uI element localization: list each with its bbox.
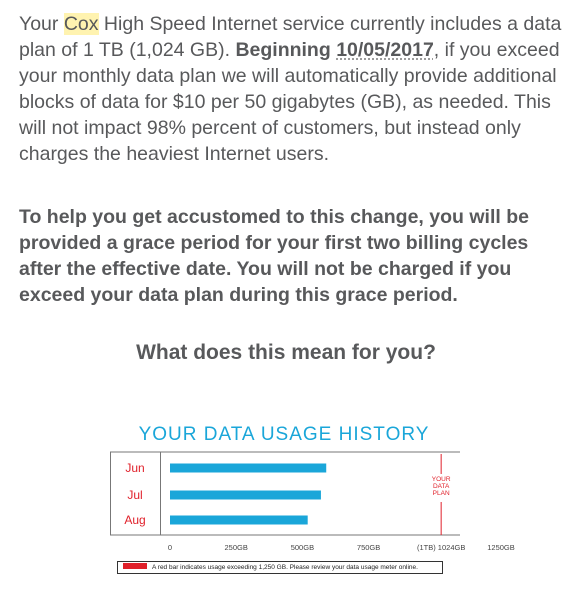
- x-tick-label: 500GB: [290, 543, 315, 552]
- usage-bar: [170, 516, 308, 525]
- intro-text: Your: [19, 13, 64, 35]
- red-bar-swatch: [123, 563, 147, 569]
- x-tick-label: 250GB: [224, 543, 248, 552]
- brand-name: Cox: [63, 13, 99, 35]
- data-usage-chart: [110, 452, 515, 560]
- x-tick-label: 0: [167, 543, 173, 552]
- intro-text-plan: High Speed Internet service currently includes a data plan of 1 TB (1,024 GB).: [19, 13, 562, 61]
- beginning-label: Beginning 10/05/2017: [235, 39, 434, 61]
- category-label: Jun: [125, 461, 145, 475]
- intro-text-details: , if you exceed your monthly data plan we will automatically provide additional blocks of data for $10 per 50 gigabytes (GB), as needed. This will not impact 98% percent of customers, but instead only charges the heaviest Internet users.: [19, 39, 560, 165]
- section-heading: What does this mean for you?: [136, 341, 436, 364]
- plan-line-label: DATA: [432, 483, 450, 490]
- usage-bar: [170, 491, 321, 500]
- chart-legend: [117, 561, 443, 574]
- grace-period-notice: To help you get accustomed to this change, you will be provided a grace period for your first two billing cycles after the effective date. You will not be charged if you exceed your data plan during this grace period.: [19, 206, 529, 306]
- plan-line-label: PLAN: [432, 490, 450, 497]
- chart-title: YOUR DATA USAGE HISTORY: [138, 424, 430, 445]
- category-label: Aug: [124, 513, 146, 527]
- category-label: Jul: [127, 488, 143, 502]
- legend-text: A red bar indicates usage exceeding 1,250 GB. Please review your data usage meter online.: [152, 564, 418, 571]
- plan-line-label: YOUR: [431, 476, 451, 483]
- x-tick-label: 750GB: [356, 543, 381, 552]
- plan-description: [19, 11, 569, 167]
- x-tick-label: (1TB) 1024GB: [416, 543, 466, 552]
- usage-bar: [170, 464, 326, 473]
- effective-date-link[interactable]: 10/05/2017: [336, 39, 434, 61]
- x-tick-label: 1250GB: [487, 543, 515, 552]
